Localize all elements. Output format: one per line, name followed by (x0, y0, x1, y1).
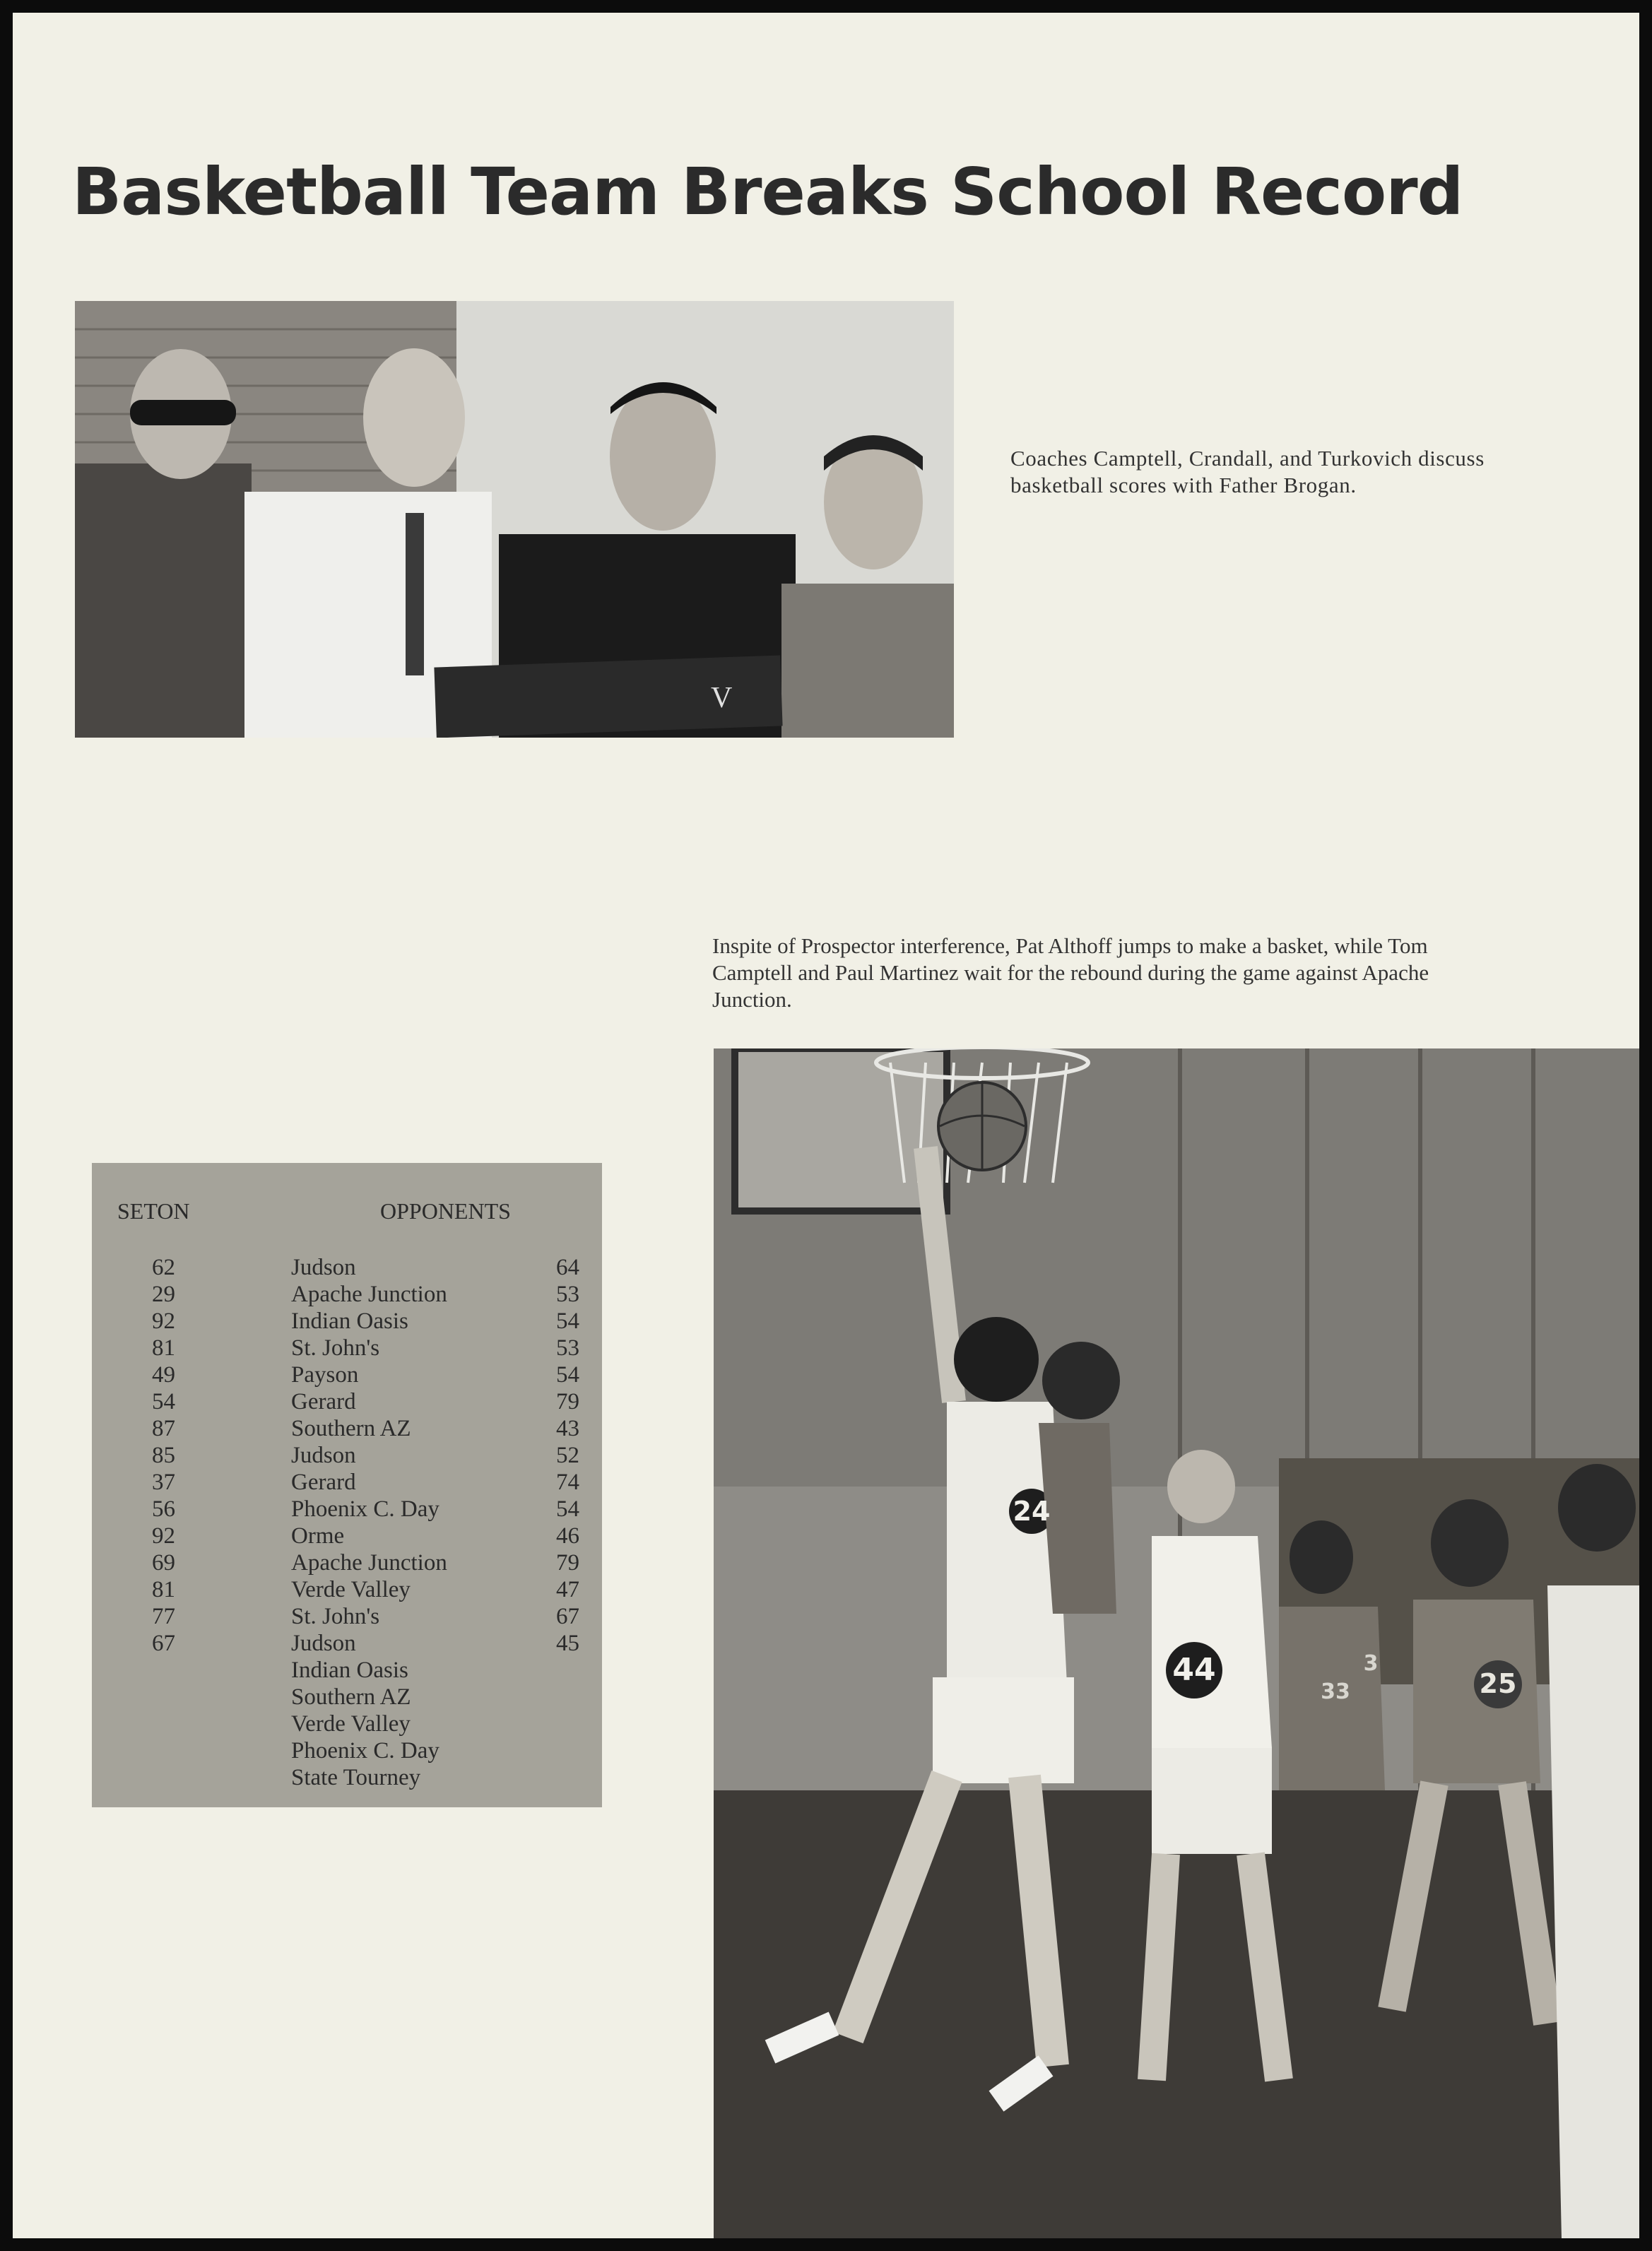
seton-score: 77 (152, 1604, 175, 1629)
opponent-name: State Tourney (291, 1765, 421, 1790)
game-caption: Inspite of Prospector interference, Pat Althoff jumps to make a basket, while Tom Camptell and Paul Martinez wait for the rebound during the game against Apache Junction. (712, 933, 1429, 1012)
opponent-name: Verde Valley (291, 1577, 411, 1602)
opponent-name: Verde Valley (291, 1711, 411, 1737)
opponent-name: Phoenix C. Day (291, 1738, 439, 1763)
opponent-name: St. John's (291, 1335, 380, 1361)
opponent-name: Indian Oasis (291, 1658, 408, 1683)
score-row (92, 1416, 602, 1443)
page-title: Basketball Team Breaks School Record (72, 154, 1463, 230)
opponent-name: Orme (291, 1523, 345, 1549)
seton-score: 92 (152, 1523, 175, 1549)
score-row (92, 1631, 602, 1658)
score-row (92, 1550, 602, 1577)
game-photo (714, 1048, 1639, 2238)
header-seton: SETON (117, 1198, 190, 1224)
opponent-name: St. John's (291, 1604, 380, 1629)
seton-score: 56 (152, 1496, 175, 1522)
seton-score: 49 (152, 1362, 175, 1388)
opponent-score: 45 (556, 1631, 579, 1656)
seton-score: 62 (152, 1255, 175, 1280)
season-scoreboard (92, 1163, 602, 1807)
score-row (92, 1282, 602, 1308)
score-row (92, 1470, 602, 1496)
opponent-name: Apache Junction (291, 1550, 447, 1576)
opponent-name: Gerard (291, 1470, 356, 1495)
jersey-number: 33 (1321, 1679, 1350, 1704)
opponent-score: 54 (556, 1362, 579, 1388)
jersey-number: 25 (1479, 1668, 1517, 1699)
score-row (92, 1577, 602, 1604)
seton-score: 87 (152, 1416, 175, 1441)
opponent-score: 79 (556, 1389, 579, 1414)
opponent-name: Southern AZ (291, 1416, 411, 1441)
seton-score: 67 (152, 1631, 175, 1656)
opponent-score: 67 (556, 1604, 579, 1629)
opponent-score: 54 (556, 1496, 579, 1522)
seton-score: 54 (152, 1389, 175, 1414)
seton-score: 69 (152, 1550, 175, 1576)
score-row (92, 1443, 602, 1470)
jersey-number: 3 (1363, 1651, 1379, 1676)
coaches-caption: Coaches Camptell, Crandall, and Turkovich discuss basketball scores with Father Brogan. (1010, 446, 1485, 497)
score-row (92, 1308, 602, 1335)
opponent-score: 43 (556, 1416, 579, 1441)
score-row (92, 1711, 602, 1738)
header-opponents: OPPONENTS (380, 1198, 511, 1224)
opponent-score: 52 (556, 1443, 579, 1468)
score-row (92, 1765, 602, 1792)
score-row (92, 1255, 602, 1282)
seton-score: 81 (152, 1335, 175, 1361)
opponent-name: Indian Oasis (291, 1308, 408, 1334)
opponent-score: 74 (556, 1470, 579, 1495)
opponent-score: 79 (556, 1550, 579, 1576)
score-row (92, 1684, 602, 1711)
opponent-score: 47 (556, 1577, 579, 1602)
score-row (92, 1658, 602, 1684)
opponent-score: 53 (556, 1335, 579, 1361)
score-row (92, 1335, 602, 1362)
seton-score: 37 (152, 1470, 175, 1495)
coaches-photo (75, 301, 954, 738)
opponent-name: Judson (291, 1631, 356, 1656)
opponent-score: 53 (556, 1282, 579, 1307)
jersey-number: 44 (1172, 1652, 1216, 1688)
opponent-score: 54 (556, 1308, 579, 1334)
svg-text:V: V (711, 682, 733, 714)
score-row (92, 1738, 602, 1765)
seton-score: 85 (152, 1443, 175, 1468)
jersey-number: 24 (1013, 1496, 1051, 1527)
score-row (92, 1523, 602, 1550)
score-rows (92, 1255, 602, 1792)
opponent-name: Apache Junction (291, 1282, 447, 1307)
score-row (92, 1389, 602, 1416)
opponent-name: Gerard (291, 1389, 356, 1414)
opponent-score: 64 (556, 1255, 579, 1280)
opponent-name: Payson (291, 1362, 359, 1388)
opponent-name: Southern AZ (291, 1684, 411, 1710)
score-row (92, 1362, 602, 1389)
score-row (92, 1604, 602, 1631)
score-row (92, 1496, 602, 1523)
seton-score: 81 (152, 1577, 175, 1602)
opponent-name: Phoenix C. Day (291, 1496, 439, 1522)
yearbook-page (13, 13, 1639, 2238)
opponent-name: Judson (291, 1255, 356, 1280)
opponent-name: Judson (291, 1443, 356, 1468)
opponent-score: 46 (556, 1523, 579, 1549)
seton-score: 29 (152, 1282, 175, 1307)
seton-score: 92 (152, 1308, 175, 1334)
